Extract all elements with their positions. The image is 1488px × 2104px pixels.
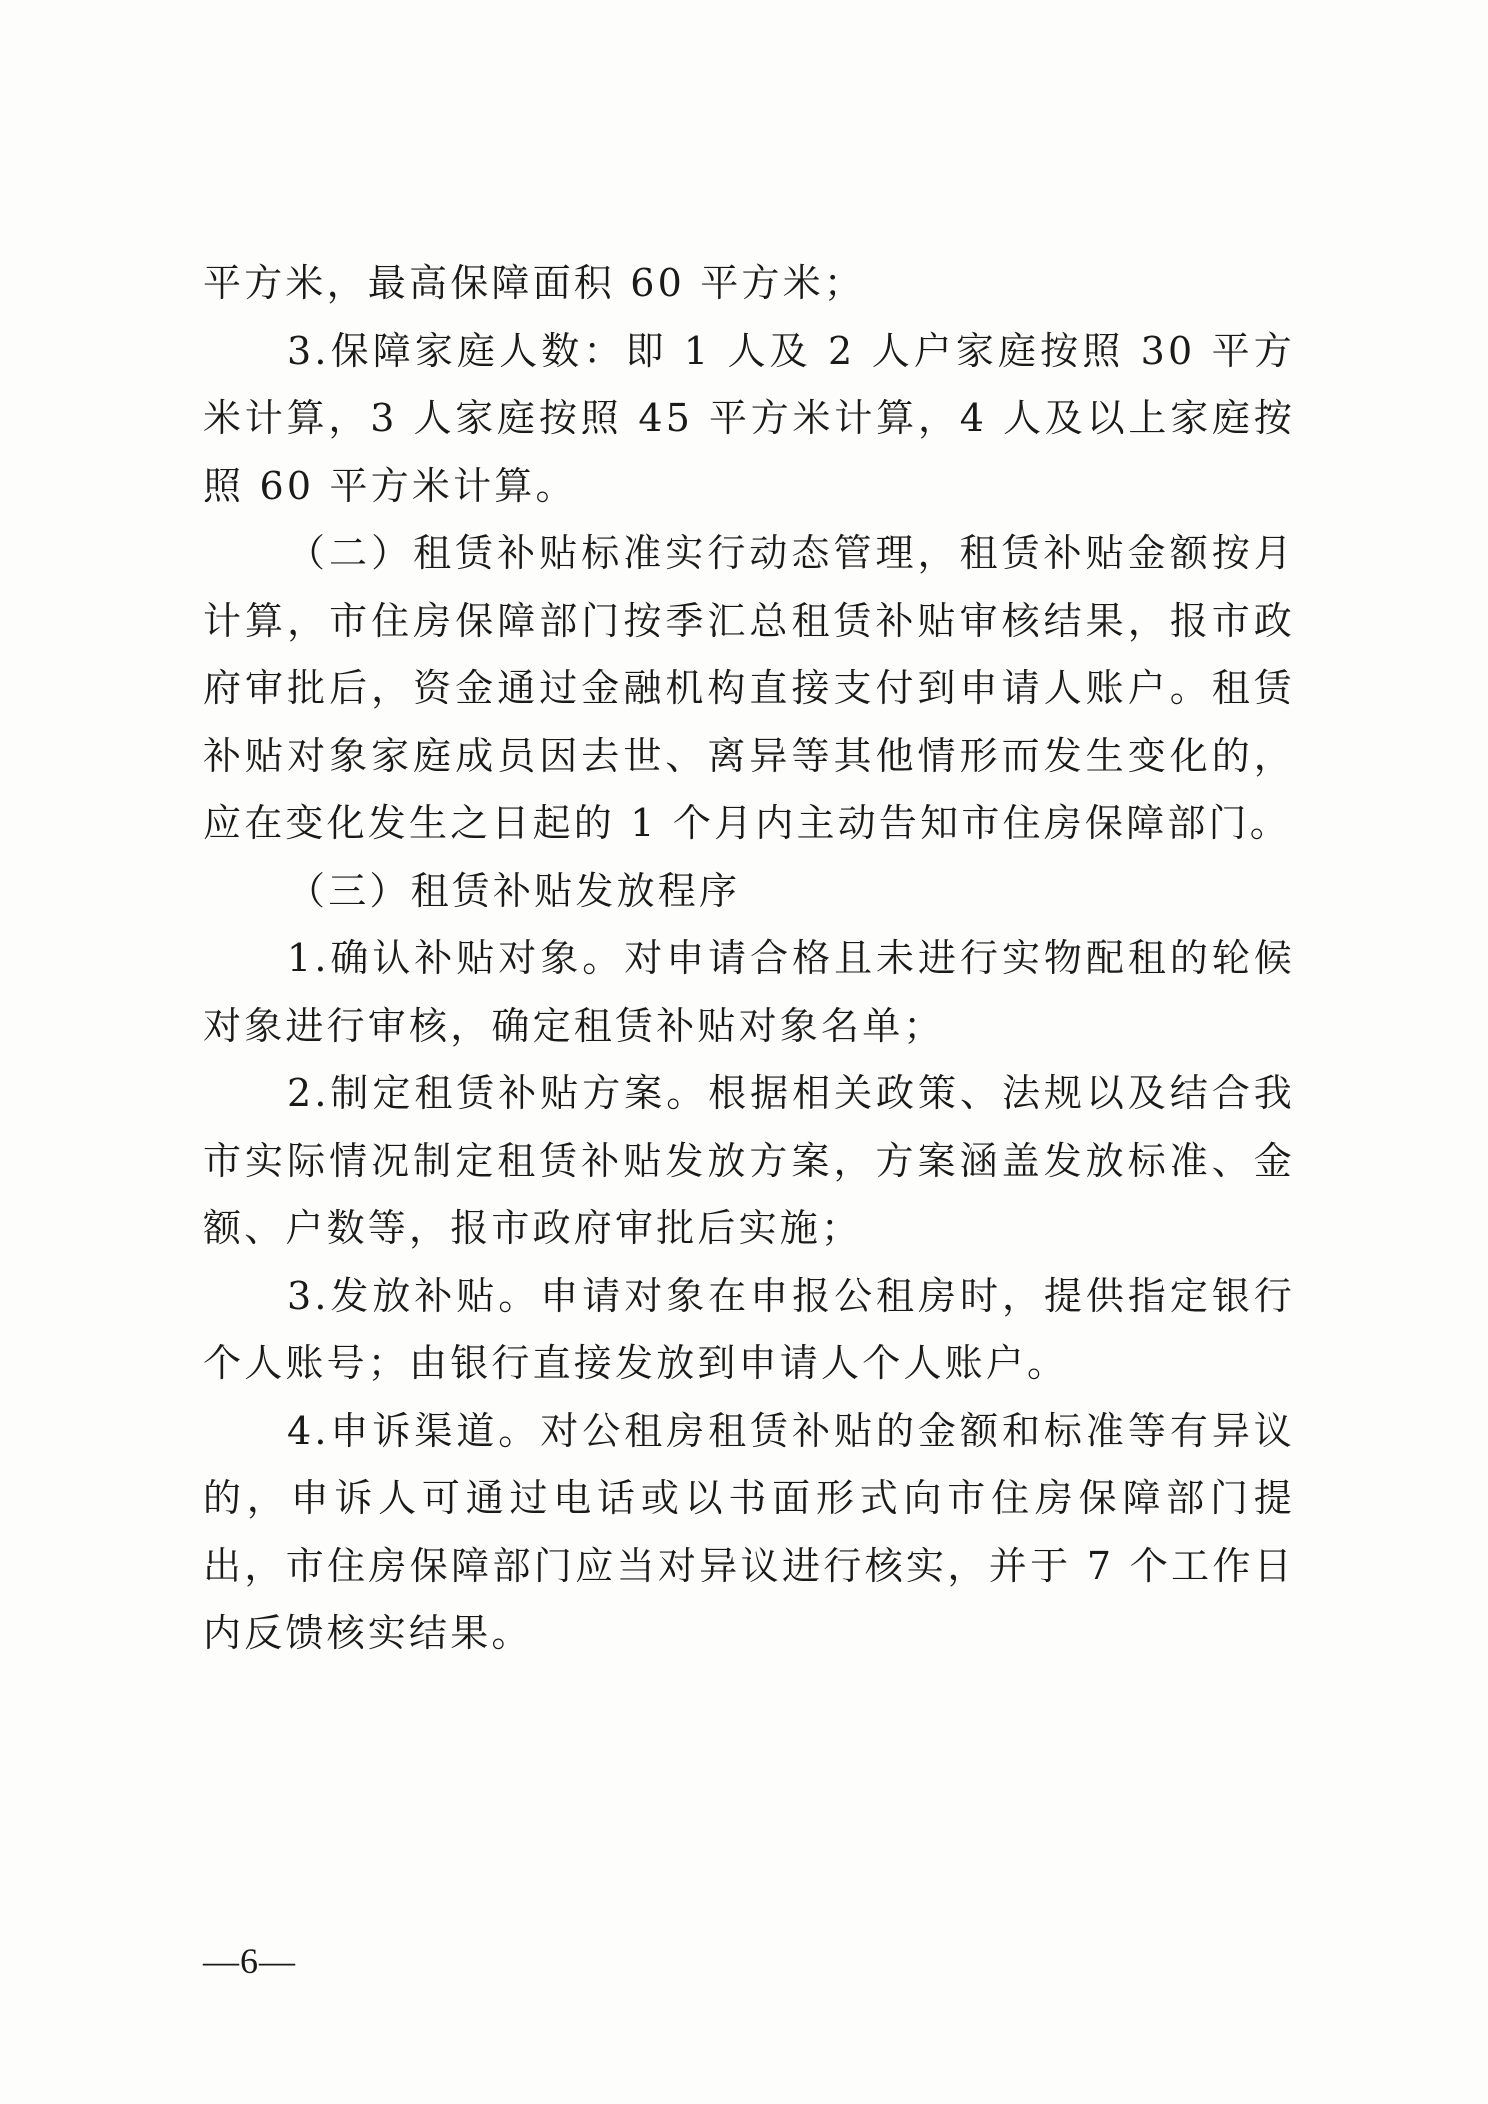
section-heading-procedure: （三）租赁补贴发放程序 (287, 868, 741, 913)
paragraph-payment: 3.发放补贴。申请对象在申报公租房时，提供指定银行个人账号；由银行直接发放到申请人个人账户。 (203, 1273, 1295, 1385)
paragraph-household-size: 3.保障家庭人数：即 1 人及 2 人户家庭按照 30 平方米计算，3 人家庭按照 45 平方米计算，4 人及以上家庭按照 60 平方米计算。 (203, 328, 1295, 508)
paragraph-confirm-recipients: 1.确认补贴对象。对申请合格且未进行实物配租的轮候对象进行审核，确定租赁补贴对象名单； (203, 936, 1295, 1048)
page-number: —6— (203, 1941, 296, 1981)
paragraph-dynamic-management: （二）租赁补贴标准实行动态管理，租赁补贴金额按月计算，市住房保障部门按季汇总租赁补贴审核结果，报市政府审批后，资金通过金融机构直接支付到申请人账户。租赁补贴对象家庭成员因去世、离异等其他情形而发生变化的，应在变化发生之日起的 1 个月内主动告知市住房保障部门。 (203, 531, 1295, 845)
paragraph-subsidy-plan: 2.制定租赁补贴方案。根据相关政策、法规以及结合我市实际情况制定租赁补贴发放方案，方案涵盖发放标准、金额、户数等，报市政府审批后实施； (203, 1071, 1295, 1250)
paragraph-appeal-channel: 4.申诉渠道。对公租房租赁补贴的金额和标准等有异议的，申诉人可通过电话或以书面形式向市住房保障部门提出，市住房保障部门应当对异议进行核实，并于 7 个工作日内反馈核实结果。 (203, 1408, 1295, 1655)
body-text (203, 250, 1295, 1668)
paragraph-area-limit: 平方米，最高保障面积 60 平方米； (203, 261, 866, 305)
